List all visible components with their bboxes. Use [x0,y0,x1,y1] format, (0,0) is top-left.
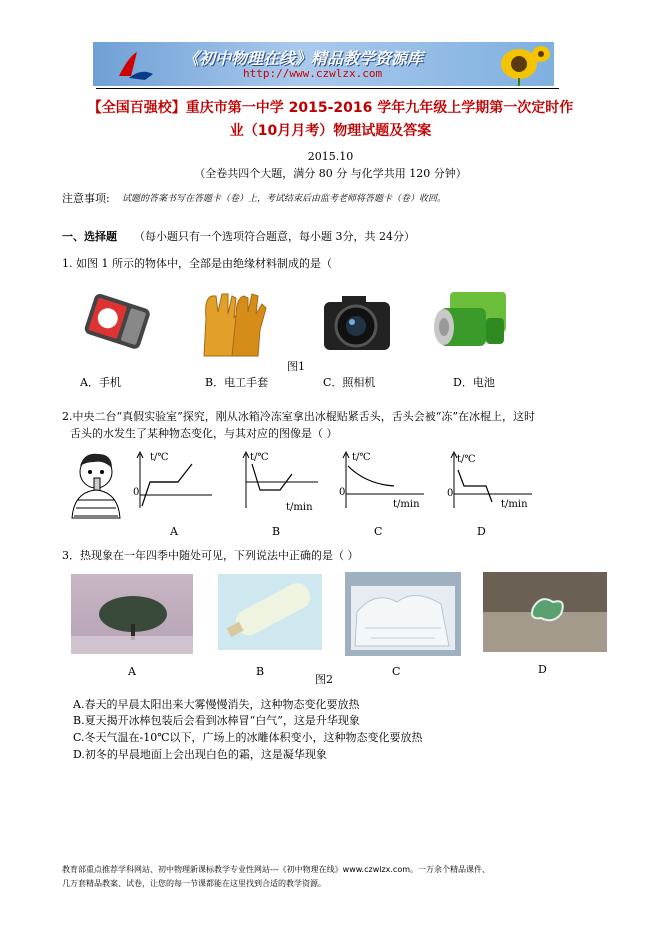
page-title-line1: 【全国百强校】重庆市第一中学 2015-2016 学年九年级上学期第一次定时作 [87,100,574,116]
q3-option-a: A.春天的早晨太阳出来大雾慢慢消失，这种物态变化要放热 [73,698,360,711]
graph-a [130,450,214,516]
header-rule [96,88,559,89]
footer-line1: 教育部重点推荐学科网站、初中物理新课标教学专业性网站---《初中物理在线》www.czwlzx.com。一万余个精品课件、 [62,865,491,874]
figure1-label: 图1 [287,360,305,373]
graph-c-ylabel: t/℃ [352,452,371,463]
q3-text: 3．热现象在一年四季中随处可见，下列说法中正确的是（ ） [62,549,359,562]
graph-a-ylabel: t/℃ [150,452,169,463]
notice-text: 试题的答案书写在答题卡（卷）上，考试结束后由监考老师将答题卡（卷）收回。 [122,194,447,204]
q2-option-b: B [272,525,281,538]
q3-image-label-a: A [128,665,136,678]
q2-text-line2: 舌头的水发生了某种物态变化，与其对应的图像是（ ） [70,427,338,440]
q1-option-d: D．电池 [453,376,495,389]
q1-option-a: A．手机 [80,376,121,389]
graph-d-xlabel: t/min [501,499,528,510]
header-banner [93,42,554,86]
q3-option-b: B.夏天揭开冰棒包装后会看到冰棒冒“白气”，这是升华现象 [73,714,360,727]
q3-option-d: D.初冬的早晨地面上会出现白色的霜，这是凝华现象 [73,748,327,761]
mobile-phone-image [76,292,156,354]
exam-date: 2015.10 [307,150,354,163]
q3-image-label-c: C [392,665,401,678]
graph-b-xlabel: t/min [286,502,313,513]
q3-image-label-d: D [538,663,547,676]
graph-d-ylabel: t/℃ [457,454,476,465]
page-title-line2: 业（10月月考）物理试题及答案 [229,123,432,139]
q2-option-c: C [374,525,383,538]
q2-option-a: A [170,525,178,538]
q3-image-label-b: B [256,665,265,678]
q2-option-d: D [477,525,486,538]
exam-info: （全卷共四个大题，满分 80 分 与化学共用 120 分钟） [194,167,467,180]
q3-option-c: C.冬天气温在-10℃以下，广场上的冰雕体积变小，这种物态变化要放热 [73,731,423,744]
q2-text-line1: 2.中央二台“真假实验室”探究，刚从冰箱冷冻室拿出冰棍贴紧舌头，舌头会被“冻”在冰棍上，这时 [62,410,535,423]
site-logo-icon [115,46,155,82]
notice-label: 注意事项: [62,192,110,205]
footer-line2: 几万套精品教案、试卷，让您的每一节课都能在这里找到合适的教学资源。 [62,879,326,888]
q1-option-b: B．电工手套 [205,376,269,389]
frost-leaf-image [483,572,607,652]
batteries-image [430,288,512,354]
graph-d-origin: 0 [447,488,454,499]
ice-sculpture-image [345,572,461,656]
boy-licking-icecream-image [64,450,128,520]
graph-a-origin: 0 [133,487,140,498]
banner-url[interactable]: http://www.czwlzx.com [243,67,383,80]
section-heading: 一、选择题 [62,230,117,243]
q1-text: 1. 如图 1 所示的物体中，全部是由绝缘材料制成的是（ [62,257,332,270]
banner-title: 《初中物理在线》精品教学资源库 [183,49,424,68]
foggy-tree-image [71,574,193,654]
figure2-label: 图2 [315,673,333,686]
camera-image [318,292,396,354]
popsicle-image [218,574,322,650]
q1-option-c: C．照相机 [323,376,376,389]
graph-c-xlabel: t/min [393,499,420,510]
graph-b-ylabel: t/℃ [250,452,269,463]
work-gloves-image [198,290,270,360]
section-note: （每小题只有一个选项符合题意，每小题 3分，共 24分） [134,230,415,243]
graph-c-origin: 0 [339,487,346,498]
sunflower-icon [489,44,551,86]
